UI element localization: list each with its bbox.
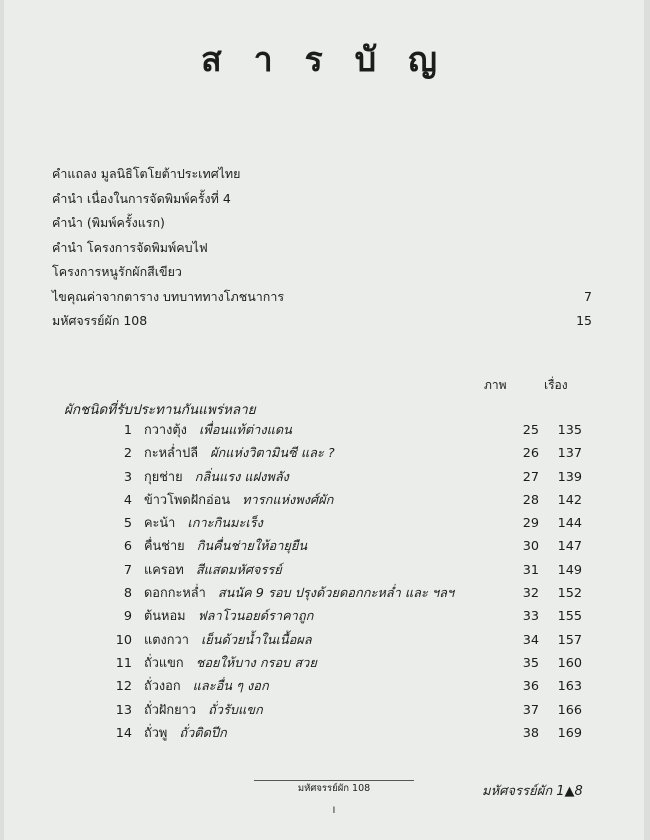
- entry-number: 6: [123, 539, 132, 555]
- story-page: 144: [557, 516, 582, 532]
- entry-title: [144, 583, 454, 605]
- front-matter-item: [52, 188, 592, 213]
- entry-title: [144, 606, 313, 628]
- entry-title: [144, 723, 227, 745]
- story-page: 137: [557, 446, 582, 462]
- toc-entries: [4, 420, 644, 746]
- front-matter-label: ไขคุณค่าจากตาราง บทบาททางโภชนาการ: [52, 288, 285, 304]
- picture-page: 29: [522, 516, 539, 532]
- toc-entry: [4, 606, 644, 629]
- toc-entry: [4, 653, 644, 676]
- front-matter-item: [52, 261, 592, 286]
- toc-entry: [4, 723, 644, 746]
- entry-subtitle: เย็นด้วยน้ำในเนื้อผล: [200, 632, 312, 648]
- front-matter-page: 15: [576, 313, 592, 328]
- vegetable-name: ถั่วพู: [144, 725, 168, 741]
- entry-subtitle: ทารกแห่งพงศ์ผัก: [242, 492, 334, 508]
- entry-number: 13: [115, 702, 132, 718]
- entry-title: [144, 653, 317, 675]
- col-header-picture: ภาพ: [484, 378, 507, 392]
- story-page: 160: [557, 655, 582, 671]
- story-page: 142: [557, 492, 582, 508]
- front-matter-label: คำนำ โครงการจัดพิมพ์คบไฟ: [52, 239, 208, 255]
- front-matter-item: [52, 237, 592, 262]
- picture-page: 28: [522, 492, 539, 508]
- story-page: 169: [557, 725, 582, 741]
- entry-title: [144, 513, 263, 535]
- front-matter-label: คำนำ เนื่องในการจัดพิมพ์ครั้งที่ 4: [52, 190, 231, 206]
- story-page: 139: [557, 469, 582, 485]
- story-page: 166: [557, 702, 582, 718]
- front-matter-item: [52, 310, 592, 335]
- picture-page: 33: [522, 609, 539, 625]
- toc-entry: [4, 467, 644, 490]
- entry-number: 12: [115, 679, 132, 695]
- entry-subtitle: กลิ่นแรง แฝงพลัง: [194, 469, 289, 485]
- toc-entry: [4, 560, 644, 583]
- section-title: ผักชนิดที่รับประทานกันแพร่หลาย: [64, 402, 256, 418]
- vegetable-name: กวางตุ้ง: [144, 423, 187, 438]
- entry-number: 8: [123, 586, 132, 602]
- entry-subtitle: กินคื่นช่ายให้อายุยืน: [196, 539, 308, 555]
- page-title: ส า ร บั ญ: [200, 40, 447, 80]
- vegetable-name: คะน้า: [144, 516, 176, 532]
- footer-book-title: มหัศจรรย์ผัก 108: [297, 783, 371, 794]
- col-header-story: เรื่อง: [544, 378, 568, 392]
- entry-title: [144, 676, 269, 698]
- entry-title: [144, 560, 282, 582]
- front-matter-label: คำแถลง มูลนิธิโตโยต้าประเทศไทย: [52, 166, 241, 181]
- vegetable-name: ดอกกะหล่ำ: [144, 586, 206, 602]
- front-matter-label: โครงการหนูรักผักสีเขียว: [52, 264, 182, 279]
- entry-number: 2: [123, 446, 132, 462]
- footer-running-title: [254, 780, 414, 816]
- story-page: 152: [557, 586, 582, 602]
- vegetable-name: ถั่วแขก: [144, 655, 184, 671]
- front-matter-item: [52, 286, 592, 311]
- entry-title: [144, 420, 292, 442]
- entry-subtitle: สีแสดมหัศจรรย์: [195, 562, 282, 578]
- picture-page: 32: [522, 586, 539, 602]
- entry-title: [144, 536, 307, 558]
- picture-page: 37: [522, 702, 539, 718]
- footer-page-number: I: [332, 806, 336, 816]
- story-page: 155: [557, 609, 582, 625]
- vegetable-name: คื่นช่าย: [144, 539, 185, 555]
- picture-page: 27: [522, 469, 539, 485]
- entry-number: 11: [115, 655, 132, 671]
- entry-subtitle: ถั่วติดปีก: [179, 725, 227, 741]
- vegetable-name: ข้าวโพดฝักอ่อน: [144, 492, 231, 508]
- entry-title: [144, 443, 335, 465]
- vegetable-name: ต้นหอม: [144, 609, 186, 625]
- story-page: 147: [557, 539, 582, 555]
- vegetable-name: กุยช่าย: [144, 469, 183, 485]
- vegetable-name: แตงกวา: [144, 632, 189, 648]
- story-page: 149: [557, 562, 582, 578]
- entry-subtitle: เพื่อนแท้ต่างแดน: [198, 423, 292, 438]
- toc-entry: [4, 490, 644, 513]
- entry-number: 7: [123, 562, 132, 578]
- entry-number: 10: [115, 632, 132, 648]
- front-matter-page: 7: [584, 288, 592, 304]
- toc-entry: [4, 536, 644, 559]
- picture-page: 31: [522, 562, 539, 578]
- vegetable-name: กะหล่ำปลี: [144, 446, 199, 462]
- vegetable-name: ถั่วงอก: [144, 679, 181, 695]
- front-matter-item: [52, 212, 592, 237]
- entry-number: 3: [123, 469, 132, 485]
- entry-subtitle: ชอยให้บาง กรอบ สวย: [195, 655, 317, 671]
- entry-title: [144, 490, 333, 512]
- front-matter-list: [52, 163, 592, 335]
- entry-number: 1: [123, 423, 132, 438]
- entry-title: [144, 630, 312, 652]
- footer-book-logo-text: มหัศจรรย์ผัก 1▲8: [482, 784, 583, 799]
- vegetable-name: แครอท: [144, 562, 184, 578]
- front-matter-item: [52, 163, 592, 188]
- toc-entry: [4, 443, 644, 466]
- entry-number: 4: [123, 492, 132, 508]
- entry-title: [144, 467, 289, 489]
- entry-subtitle: ถั่วรับแขก: [208, 702, 263, 718]
- picture-page: 34: [522, 632, 539, 648]
- picture-page: 36: [522, 679, 539, 695]
- entry-subtitle: ผักแห่งวิตามินซี และ ?: [210, 446, 335, 462]
- story-page: 157: [557, 632, 582, 648]
- entry-title: [144, 700, 263, 722]
- picture-page: 25: [522, 423, 539, 438]
- toc-entry: [4, 700, 644, 723]
- story-page: 135: [557, 423, 582, 438]
- front-matter-label: คำนำ (พิมพ์ครั้งแรก): [52, 215, 165, 230]
- story-page: 163: [557, 679, 582, 695]
- entry-subtitle: และอื่น ๆ งอก: [192, 679, 269, 695]
- toc-entry: [4, 583, 644, 606]
- front-matter-label: มหัศจรรย์ผัก 108: [52, 313, 148, 328]
- entry-number: 5: [123, 516, 132, 532]
- toc-entry: [4, 676, 644, 699]
- picture-page: 30: [522, 539, 539, 555]
- picture-page: 35: [522, 655, 539, 671]
- entry-subtitle: เกาะกินมะเร็ง: [187, 516, 263, 532]
- entry-number: 14: [115, 725, 132, 741]
- entry-number: 9: [123, 609, 132, 625]
- entry-subtitle: ฟลาโวนอยด์ราคาถูก: [197, 609, 314, 625]
- toc-entry: [4, 513, 644, 536]
- toc-entry: [4, 420, 644, 443]
- entry-subtitle: สนนัค 9 รอบ ปรุงด้วยดอกกะหล่ำ และ ฯลฯ: [217, 586, 455, 602]
- book-page: [4, 0, 644, 840]
- toc-entry: [4, 630, 644, 653]
- picture-page: 38: [522, 725, 539, 741]
- picture-page: 26: [522, 446, 539, 462]
- vegetable-name: ถั่วฝักยาว: [144, 702, 197, 718]
